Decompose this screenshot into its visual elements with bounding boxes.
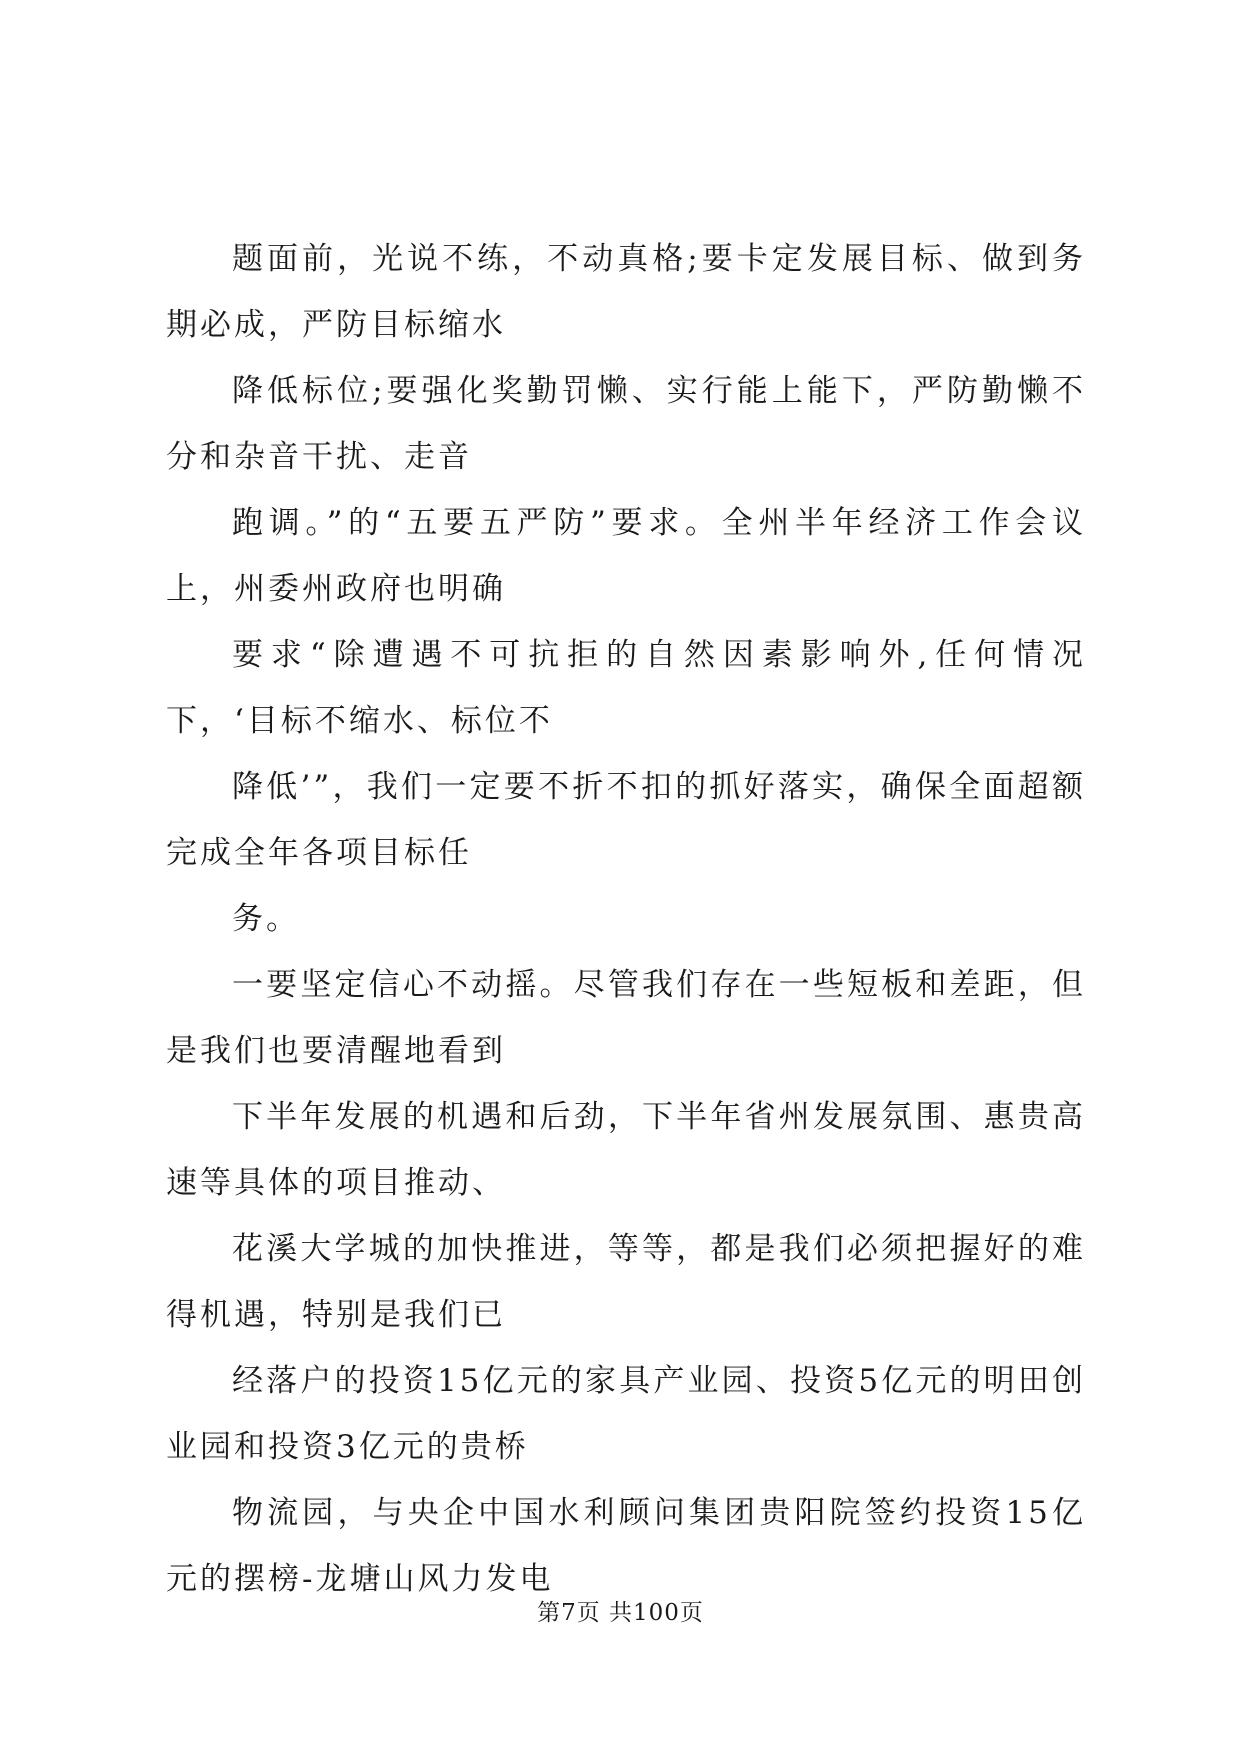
page-number-footer: 第7页 共100页 [537,1600,704,1626]
paragraph: 降低’”，我们一定要不折不扣的抓好落实，确保全面超额完成全年各项目标任 [166,769,1086,871]
paragraph: 跑调。”的“五要五严防”要求。全州半年经济工作会议上，州委州政府也明确 [166,505,1086,607]
paragraph: 要求“除遭遇不可抗拒的自然因素影响外,任何情况下，‘目标不缩水、标位不 [166,637,1086,739]
paragraph: 一要坚定信心不动摇。尽管我们存在一些短板和差距，但是我们也要清醒地看到 [166,967,1086,1069]
paragraph: 题面前，光说不练，不动真格;要卡定发展目标、做到务期必成，严防目标缩水 [166,241,1086,343]
paragraph: 务。 [232,901,300,937]
paragraph: 经落户的投资15亿元的家具产业园、投资5亿元的明田创业园和投资3亿元的贵桥 [166,1363,1086,1465]
paragraph: 花溪大学城的加快推进，等等，都是我们必须把握好的难得机遇，特别是我们已 [166,1231,1086,1333]
paragraph: 下半年发展的机遇和后劲，下半年省州发展氛围、惠贵高速等具体的项目推动、 [166,1099,1086,1201]
paragraph: 物流园，与央企中国水利顾问集团贵阳院签约投资15亿元的摆榜-龙塘山风力发电 [166,1495,1086,1597]
paragraph: 降低标位;要强化奖勤罚懒、实行能上能下，严防勤懒不分和杂音干扰、走音 [166,373,1086,475]
